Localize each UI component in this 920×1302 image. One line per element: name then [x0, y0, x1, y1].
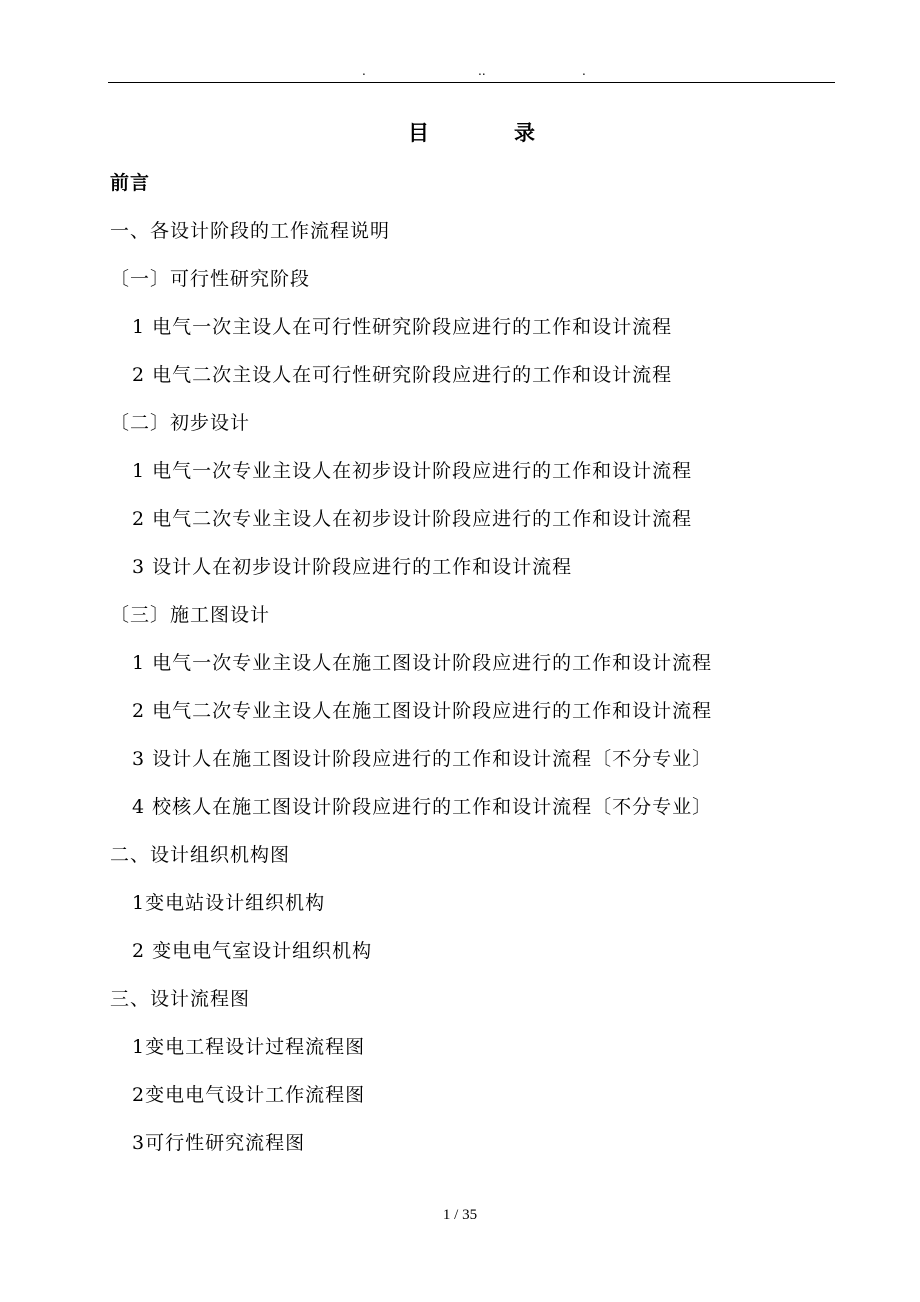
toc-entry-item: 2 变电电气室设计组织机构: [132, 940, 373, 962]
toc-entry-chapter: 一、各设计阶段的工作流程说明: [110, 220, 391, 242]
toc-entry-item: 1 电气一次专业主设人在施工图设计阶段应进行的工作和设计流程: [132, 652, 713, 674]
toc-entry-section: 〔一〕可行性研究阶段: [110, 268, 311, 290]
toc-title-char: 目: [408, 120, 429, 145]
toc-entry-item: 1 电气一次主设人在可行性研究阶段应进行的工作和设计流程: [132, 316, 673, 338]
header-dot: .: [362, 64, 366, 78]
toc-entry-item: 2 电气二次专业主设人在施工图设计阶段应进行的工作和设计流程: [132, 700, 713, 722]
header-dot: .: [582, 64, 586, 78]
toc-entry-item: 1变电站设计组织机构: [132, 892, 326, 914]
toc-entry-section: 〔二〕初步设计: [110, 412, 251, 434]
toc-entry-item: 3可行性研究流程图: [132, 1132, 306, 1154]
toc-entry-item: 2 电气二次专业主设人在初步设计阶段应进行的工作和设计流程: [132, 508, 693, 530]
toc-entry-item: 2 电气二次主设人在可行性研究阶段应进行的工作和设计流程: [132, 364, 673, 386]
toc-entry-item: 1变电工程设计过程流程图: [132, 1036, 366, 1058]
toc-entry-item: 1 电气一次专业主设人在初步设计阶段应进行的工作和设计流程: [132, 460, 693, 482]
page-number: 1 / 35: [442, 1207, 478, 1223]
toc-entry-section: 〔三〕施工图设计: [110, 604, 271, 626]
toc-entry-chapter: 三、设计流程图: [110, 988, 251, 1010]
toc-entry-chapter: 二、设计组织机构图: [110, 844, 291, 866]
toc-title-char: 录: [514, 120, 535, 145]
toc-entry-item: 4 校核人在施工图设计阶段应进行的工作和设计流程〔不分专业〕: [132, 796, 713, 818]
header-rule: [108, 82, 835, 83]
header-dot: ..: [478, 64, 486, 78]
toc-entry-preface: 前言: [110, 172, 151, 194]
toc-entry-item: 3 设计人在初步设计阶段应进行的工作和设计流程: [132, 556, 573, 578]
toc-entry-item: 2变电电气设计工作流程图: [132, 1084, 366, 1106]
toc-entry-item: 3 设计人在施工图设计阶段应进行的工作和设计流程〔不分专业〕: [132, 748, 713, 770]
